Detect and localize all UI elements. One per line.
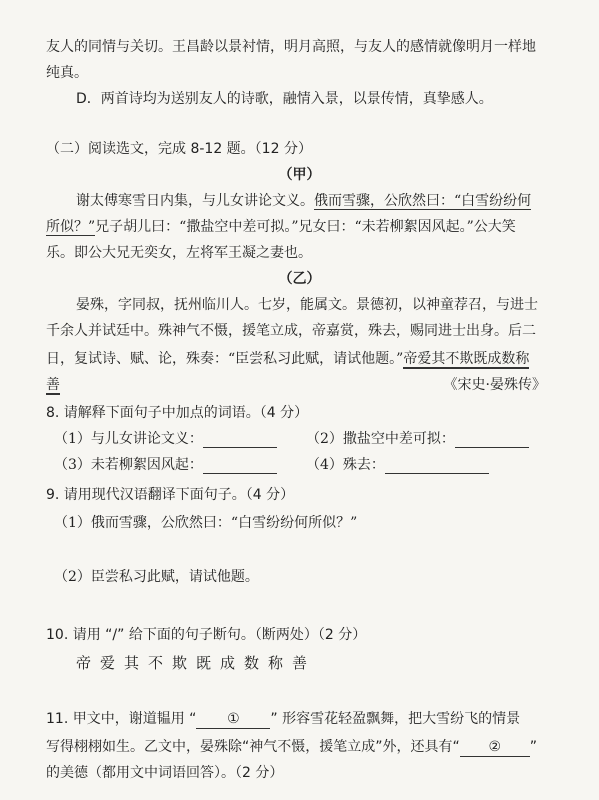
passage-a-line2-underlined: 所似？” (46, 219, 96, 235)
q11-blank-2[interactable]: ② (460, 738, 530, 757)
q8-item1 (54, 430, 277, 448)
q10-stem: 10. 请用 “/” 给下面的句子断句。（断两处）（2 分） (46, 627, 367, 643)
q8-item3-label: （3）未若柳絮因风起： (54, 457, 203, 473)
q11-line2-text-b: ” (529, 739, 538, 755)
q8-item4-label: （4）殊去： (306, 457, 385, 473)
passage-b-line3-text: 日，复试诗、赋、论，殊奏：“臣尝私习此赋，请试他题。” (46, 351, 404, 367)
q8-item2-answer-blank[interactable] (455, 431, 529, 448)
q8-item3 (54, 456, 277, 474)
q11-line3: 的美德（都用文中词语回答）。（2 分） (46, 765, 284, 781)
q11-line1-text-b: ” 形容雪花轻盈飘舞，把大雪纷飞的情景 (270, 711, 521, 727)
passage-b-line1: 晏殊，字同叔，抚州临川人。七岁，能属文。景德初，以神童荐召，与进士 (76, 297, 538, 313)
passage-a-line1-underlined: 俄而雪骤，公欣然曰：“白雪纷纷何 (314, 193, 532, 209)
option-d: D．两首诗均为送别友人的诗歌，融情入景，以景传情，真挚感人。 (76, 91, 493, 107)
passage-a-title: （甲） (278, 167, 321, 183)
section-heading: （二）阅读选文，完成 8-12 题。（12 分） (46, 141, 312, 157)
passage-b-line3-underlined: 帝爱其不欺既成数称 (403, 351, 530, 367)
option-c-line1: 友人的同情与关切。王昌龄以景衬情，明月高照，与友人的感情就像明月一样地 (46, 39, 536, 55)
passage-a-line2 (46, 218, 516, 236)
q11-line2 (46, 738, 537, 757)
q8-stem: 8. 请解释下面句子中加点的词语。（4 分） (46, 405, 309, 421)
q11-line1 (46, 710, 520, 729)
q8-item4-answer-blank[interactable] (385, 457, 489, 474)
q8-item2 (306, 430, 529, 448)
q8-item1-answer-blank[interactable] (203, 431, 277, 448)
passage-a-line1 (76, 192, 531, 210)
q11-line1-text: 11. 甲文中，谢道韫用 “ (46, 711, 197, 727)
q8-item2-label: （2）撒盐空中差可拟： (306, 431, 455, 447)
passage-b-title: （乙） (278, 271, 321, 287)
q8-item3-answer-blank[interactable] (203, 457, 277, 474)
q8-item4 (306, 456, 489, 474)
passage-b-line3 (46, 350, 529, 368)
passage-a-line1-text: 谢太傅寒雪日内集，与儿女讲论文义。 (76, 193, 314, 209)
q9-item1: （1）俄而雪骤，公欣然曰：“白雪纷纷何所似？” (54, 515, 358, 531)
passage-a-line3: 乐。即公大兄无奕女，左将军王凝之妻也。 (46, 245, 312, 261)
passage-a-line2-text: 兄子胡儿曰：“撒盐空中差可拟。”兄女曰：“未若柳絮因风起。”公大笑 (95, 219, 516, 235)
q9-stem: 9. 请用现代汉语翻译下面句子。（4 分） (46, 487, 295, 503)
q11-blank-1[interactable]: ① (196, 710, 270, 729)
q8-item1-label: （1）与儿女讲论文义： (54, 431, 203, 447)
passage-b-line4 (46, 376, 60, 394)
passage-b-source: 《宋史·晏殊传》 (443, 377, 546, 393)
passage-b-line4-underlined: 善 (46, 377, 60, 393)
q11-line2-text: 写得栩栩如生。乙文中，晏殊除“神气不慑，援笔立成”外，还具有“ (46, 739, 460, 755)
option-c-line2: 纯真。 (46, 65, 88, 81)
passage-b-line2: 千余人并试廷中。殊神气不慑，援笔立成，帝嘉赏，殊去，赐同进士出身。后二 (46, 323, 536, 339)
q9-item2: （2）臣尝私习此赋，请试他题。 (54, 569, 259, 585)
q10-sentence: 帝爱其不欺既成数称善 (76, 654, 317, 672)
